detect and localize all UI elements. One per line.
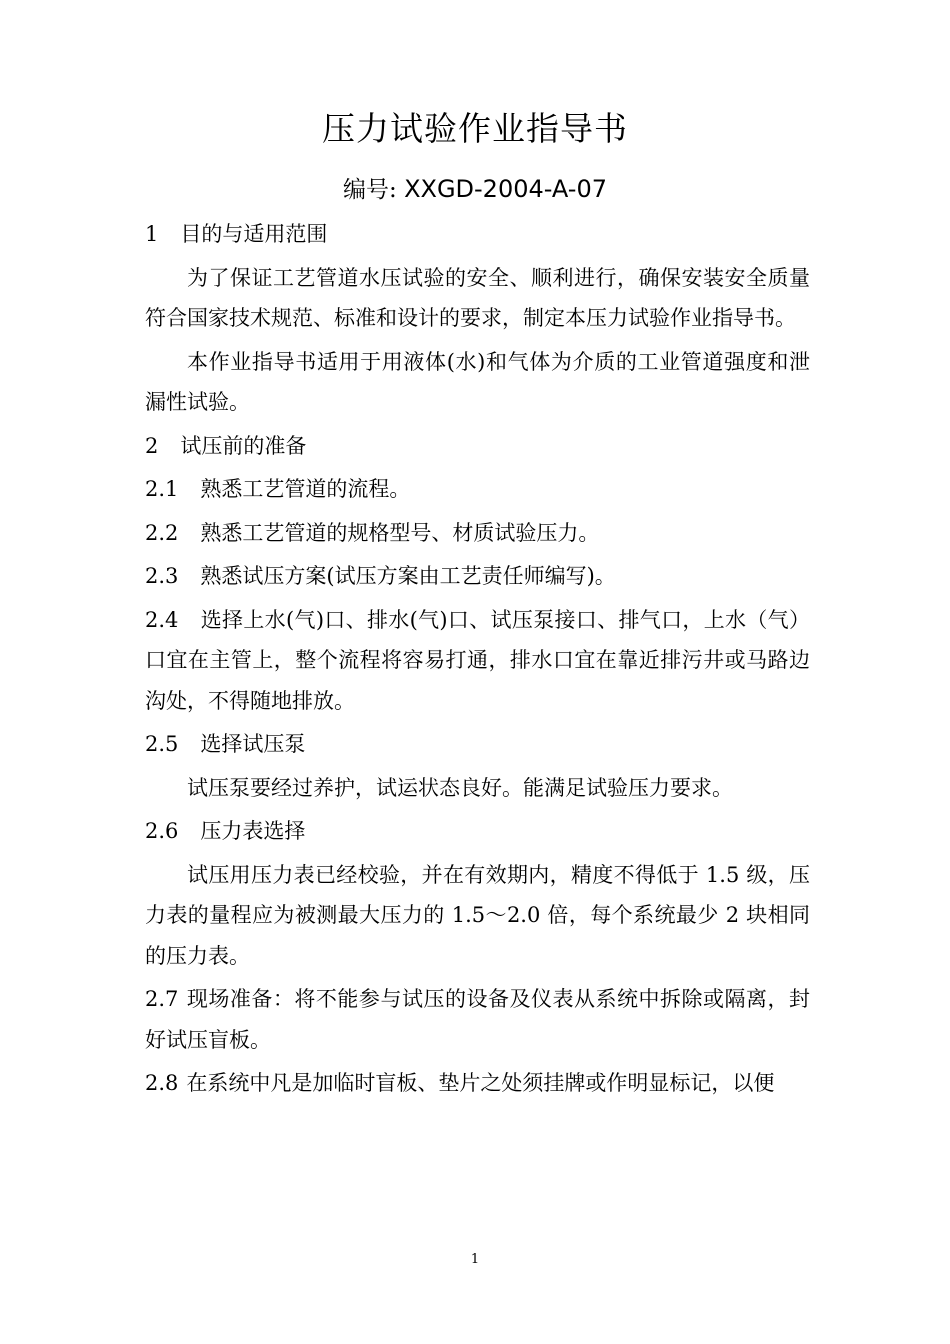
section-1-heading [145,214,810,255]
item-text: 熟悉工艺管道的规格型号、材质试验压力。 [200,520,600,545]
paragraph-pump: 试压泵要经过养护，试运状态良好。能满足试验压力要求。 [187,775,733,800]
item-number: 2.2 [145,520,179,545]
section-number: 2 [145,433,159,458]
item-2-2 [145,513,810,554]
item-number: 2.5 [145,732,179,756]
item-text: 选择上水(气)口、排水(气)口、试压泵接口、排气口，上水（气）口宜在主管上，整个流程将容易打通，排水口宜在靠近排污井或马路边沟处，不得随地排放。 [145,607,810,713]
item-number: 2.3 [145,564,179,588]
document-body [145,214,810,1104]
item-2-7 [145,979,810,1060]
paragraph-purpose: 为了保证工艺管道水压试验的安全、顺利进行，确保安装安全质量符合国家技术规范、标准和设计的要求，制定本压力试验作业指导书。 [145,265,810,330]
paragraph-scope: 本作业指导书适用于用液体(水)和气体为介质的工业管道强度和泄漏性试验。 [145,349,810,414]
document-number-label: 编号: [343,177,397,203]
item-text: 压力表选择 [200,819,306,843]
item-number: 2.8 [145,1071,179,1095]
item-text: 熟悉工艺管道的流程。 [200,477,411,501]
item-2-8 [145,1063,810,1104]
document-number [0,171,950,204]
item-text: 熟悉试压方案(试压方案由工艺责任师编写)。 [200,564,616,588]
item-2-6 [145,811,810,852]
item-number: 2.7 [145,987,179,1011]
section-title: 目的与适用范围 [180,222,328,246]
section-title: 试压前的准备 [180,433,307,458]
item-2-3 [145,556,810,597]
section-2-heading [145,426,810,467]
item-2-1 [145,469,810,510]
section-number: 1 [145,222,159,246]
document-number-value: XXGD-2004-A-07 [404,175,607,203]
item-2-5 [145,724,810,765]
item-number: 2.4 [145,607,179,632]
document-title: 压力试验作业指导书 [322,109,628,148]
item-text: 选择试压泵 [200,732,306,756]
item-text: 在系统中凡是加临时盲板、垫片之处须挂牌或作明显标记，以便 [186,1071,775,1095]
page-number: 1 [470,1252,480,1267]
item-text: 现场准备：将不能参与试压的设备及仪表从系统中拆除或隔离，封好试压盲板。 [145,987,810,1052]
item-2-4 [145,600,810,722]
item-number: 2.1 [145,477,179,501]
item-number: 2.6 [145,819,179,843]
paragraph-gauge: 试压用压力表已经校验，并在有效期内，精度不得低于 1.5 级，压力表的量程应为被测最大压力的 1.5～2.0 倍，每个系统最少 2 块相同的压力表。 [145,862,810,968]
